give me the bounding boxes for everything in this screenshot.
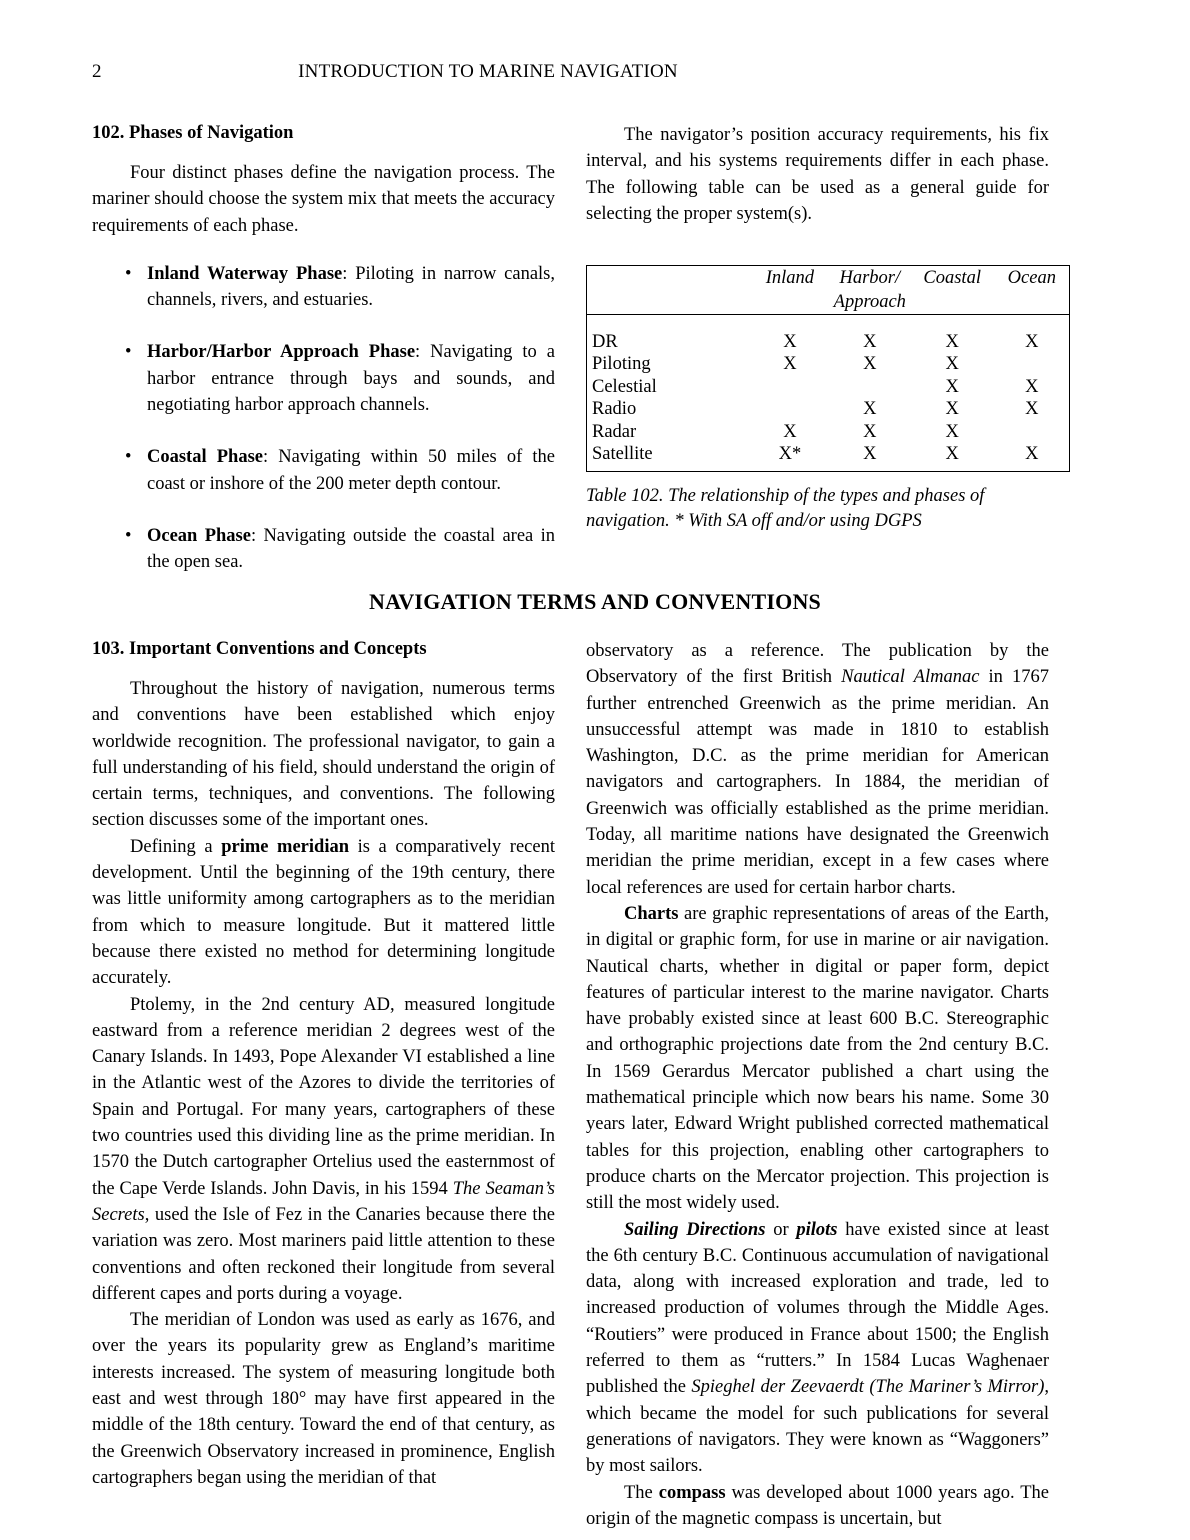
table-cell-harbor: X [863, 399, 877, 420]
list-item [92, 444, 555, 497]
table-cell-harbor: X [863, 354, 877, 375]
table-cell-coastal: X [945, 399, 959, 420]
column-right-upper [586, 122, 1049, 227]
bold-term-prime-meridian: prime meridian [221, 836, 349, 857]
paragraph-text: is a comparatively recent development. Until the beginning of the 19th century, there was little uniformity among cartographers as to the meridian from which to measure longitude. But it mattered little because there existed no method for determining longitude accurately. [92, 836, 555, 989]
section-102-right-intro-paragraph: The navigator’s position accuracy requirements, his fix interval, and his systems requirements differ in each phase. The following table can be used as a general guide for selecting the proper system(s). [586, 125, 1049, 224]
paragraph-sailing-directions [586, 1217, 1049, 1480]
table-102-wrapper [586, 265, 1070, 472]
paragraph-lead-in: The [624, 1482, 659, 1503]
phase-text: : Piloting in narrow canals, channels, rivers, and estuaries. [147, 263, 556, 311]
paragraph-tail: , which became the model for such publications for several generations of navigators. They were known as “Waggoners” by most sailors. [586, 1377, 1049, 1477]
table-row [587, 353, 1070, 375]
column-left-upper [92, 122, 555, 576]
bullet-glyph: • [125, 342, 132, 363]
table-cell-harbor [830, 376, 910, 398]
section-102-intro-paragraph: Four distinct phases define the navigation process. The mariner should choose the system mix that meets the accuracy requirements of each phase. [92, 163, 555, 236]
table-header-cell-coastal [910, 266, 995, 315]
phase-text: : Navigating within 50 miles of the coast or inshore of the 200 meter depth contour. [147, 447, 555, 494]
table-body [587, 315, 1070, 472]
major-section-heading: NAVIGATION TERMS AND CONVENTIONS [369, 589, 821, 614]
italic-title-seamans-secrets: The Seaman’s Secrets [92, 1178, 555, 1225]
paragraph-text: , used the Isle of Fez in the Canaries because there the variation was zero. Most mariners paid little attention to these conventions and often reckoned their longitude from several different capes and ports during a voyage. [92, 1204, 555, 1304]
table-cell-ocean: X [1025, 376, 1039, 397]
phase-term: Coastal Phase [147, 447, 263, 468]
paragraph-text: in 1767 further entrenched Greenwich as the prime meridian. An unsuccessful attempt was made in 1810 to establish Washington, D.C. as the prime meridian for American navigators and cartographers. In 1884, the meridian of Greenwich was officially established as the prime meridian. Today, all maritime nations have designated the Greenwich meridian the prime meridian, except in a few cases where local references are used for certain harbor charts. [586, 667, 1050, 898]
paragraph-meridian-of-london [92, 1307, 555, 1491]
paragraph-text: The meridian of London was used as early as 1676, and over the years its popularity grew as England’s maritime interests increased. The system of measuring longitude both east and west through 180° may have first appeared in the middle of the 18th century. Toward the end of that century, as the Greenwich Observatory increased in prominence, English cartographers began using the meridian of that [92, 1310, 555, 1488]
table-header-coastal-line1: Coastal [923, 268, 981, 288]
page-number: 2 [92, 61, 102, 82]
italic-title-spieghel-der-zeevaerdt: Spieghel der Zeevaerdt (The Mariner’s Mirror) [691, 1377, 1045, 1398]
running-title: INTRODUCTION TO MARINE NAVIGATION [298, 61, 678, 82]
table-cell-ocean [995, 421, 1070, 443]
table-row-label: Satellite [592, 444, 653, 465]
table-cell-harbor: X [863, 444, 877, 465]
table-row-label: DR [592, 332, 618, 352]
column-right-lower [586, 638, 1049, 1532]
table-cell-coastal: X [945, 444, 959, 465]
bullet-glyph: • [125, 525, 132, 546]
section-103-heading: 103. Important Conventions and Concepts [92, 639, 427, 659]
table-header-harbor-line1: Harbor/ [839, 268, 901, 288]
table-cell-inland: X* [778, 444, 802, 465]
paragraph-charts [586, 901, 1049, 1217]
paragraph-ptolemy [92, 992, 555, 1308]
table-row [587, 443, 1070, 465]
bullet-glyph: • [125, 447, 132, 468]
phase-text: : Navigating outside the coastal area in the open sea. [147, 525, 555, 573]
table-cell-coastal: X [945, 354, 959, 375]
table-row [587, 398, 1070, 420]
table-cell-ocean: X [1025, 399, 1039, 420]
table-cell-coastal: X [945, 332, 959, 352]
table-cell-inland [750, 376, 830, 398]
paragraph-observatory-continuation [586, 638, 1049, 901]
table-bottom-pad-row [587, 465, 1070, 472]
table-row [587, 376, 1070, 398]
table-header-cell-harbor-approach [830, 266, 910, 315]
table-header-harbor-line2: Approach [833, 292, 906, 312]
column-left-lower [92, 638, 555, 1491]
paragraph-text: are graphic representations of areas of the Earth, in digital or graphic form, for use in marine or air navigation. Nautical charts, whether in digital or paper form, depict features of particular interest to the marine navigator. Charts have probably existed since at least 600 B.C. Stereographic and orthographic projections date from the 2nd century B.C. In 1569 Gerardus Mercator published a chart using the mathematical principle which now bears his name. Some 30 years later, Edward Wright published corrected mathematical tables for this projection, enabling other cartographers to produce charts on the Mercator projection. This projection is still the most widely used. [586, 903, 1049, 1214]
table-header-cell-blank [587, 266, 750, 315]
table-cell-harbor: X [863, 421, 877, 442]
table-cell-inland: X [783, 354, 797, 375]
table-cell-coastal: X [945, 376, 959, 397]
table-cell-harbor: X [863, 332, 877, 352]
table-header-cell-inland [750, 266, 830, 315]
table-row-label: Celestial [592, 376, 657, 397]
table-header-ocean-line1: Ocean [1007, 268, 1056, 288]
paragraph-text: have existed since at least the 6th century B.C. Continuous accumulation of navigational data, along with increased exploration and trade, led to increased production of volumes through the Middle Ages. “Routiers” were produced in France about 1500; the English referred to them as “rutters.” In 1584 Lucas Waghenaer published the [586, 1219, 1049, 1398]
italic-title-nautical-almanac: Nautical Almanac [841, 667, 980, 688]
list-item [92, 523, 555, 576]
paragraph-prime-meridian [92, 834, 555, 992]
bold-italic-term-pilots: pilots [796, 1219, 838, 1240]
section-102-heading: 102. Phases of Navigation [92, 123, 294, 143]
paragraph-lead-in: Ptolemy, in the 2nd century AD, measured longitude eastward from a reference meridian 2 degrees west of the Canary Islands. In 1493, Pope Alexander VI established a line in the Atlantic west of the Azores to divide the territories of Spain and Portugal. For many years, cartographers of these two countries used this dividing line as the prime meridian. In 1570 the Dutch cartographer Ortelius used the easternmost of the Cape Verde Islands. John Davis, in his 1594 [92, 994, 555, 1199]
paragraph-mid: or [765, 1219, 797, 1240]
bold-term-compass: compass [658, 1482, 726, 1503]
bold-term-charts: Charts [624, 903, 679, 924]
table-cell-ocean: X [1025, 332, 1039, 352]
phase-list [92, 261, 555, 576]
table-row [587, 421, 1070, 443]
table-spacer-row [587, 315, 1070, 332]
table-cell-ocean: X [1025, 444, 1039, 465]
table-row-label: Piloting [592, 354, 651, 375]
list-item [92, 339, 555, 418]
phase-term: Ocean Phase [147, 525, 251, 546]
phase-term: Harbor/Harbor Approach Phase [147, 342, 416, 363]
table-cell-inland: X [783, 421, 797, 442]
table-row [587, 331, 1070, 353]
table-cell-inland: X [783, 332, 797, 352]
table-header-inland-line1: Inland [765, 268, 815, 288]
phase-term: Inland Waterway Phase [147, 263, 343, 284]
paragraph-lead-in: observatory as a reference. The publication by the Observatory of the first British [586, 641, 1049, 688]
table-header [587, 266, 1070, 315]
paragraph-text: Throughout the history of navigation, numerous terms and conventions have been established which enjoy worldwide recognition. The professional navigator, to gain a full understanding of his field, should understand the origin of certain terms, techniques, and conventions. The following section discusses some of the important ones. [92, 679, 555, 831]
paragraph-lead-in: Defining a [130, 836, 222, 857]
table-cell-coastal: X [945, 421, 959, 442]
list-item [92, 261, 555, 314]
bullet-glyph: • [125, 263, 132, 284]
paragraph-conventions-intro [92, 676, 555, 834]
paragraph-text: was developed about 1000 years ago. The origin of the magnetic compass is uncertain, but [586, 1482, 1049, 1529]
bold-italic-term-sailing-directions: Sailing Directions [624, 1219, 766, 1240]
table-row-label: Radio [592, 399, 637, 420]
table-102-caption: Table 102. The relationship of the types and phases of navigation. * With SA off and/or using DGPS [586, 486, 985, 531]
paragraph-compass [586, 1480, 1049, 1533]
running-head [92, 60, 1098, 86]
phase-text: : Navigating to a harbor entrance through bays and sounds, and negotiating harbor approach channels. [147, 342, 555, 416]
table-row-label: Radar [592, 421, 637, 442]
table-cell-inland [750, 398, 830, 420]
navigation-phases-table [586, 265, 1070, 472]
table-cell-ocean [995, 353, 1070, 375]
table-header-cell-ocean [995, 266, 1070, 315]
